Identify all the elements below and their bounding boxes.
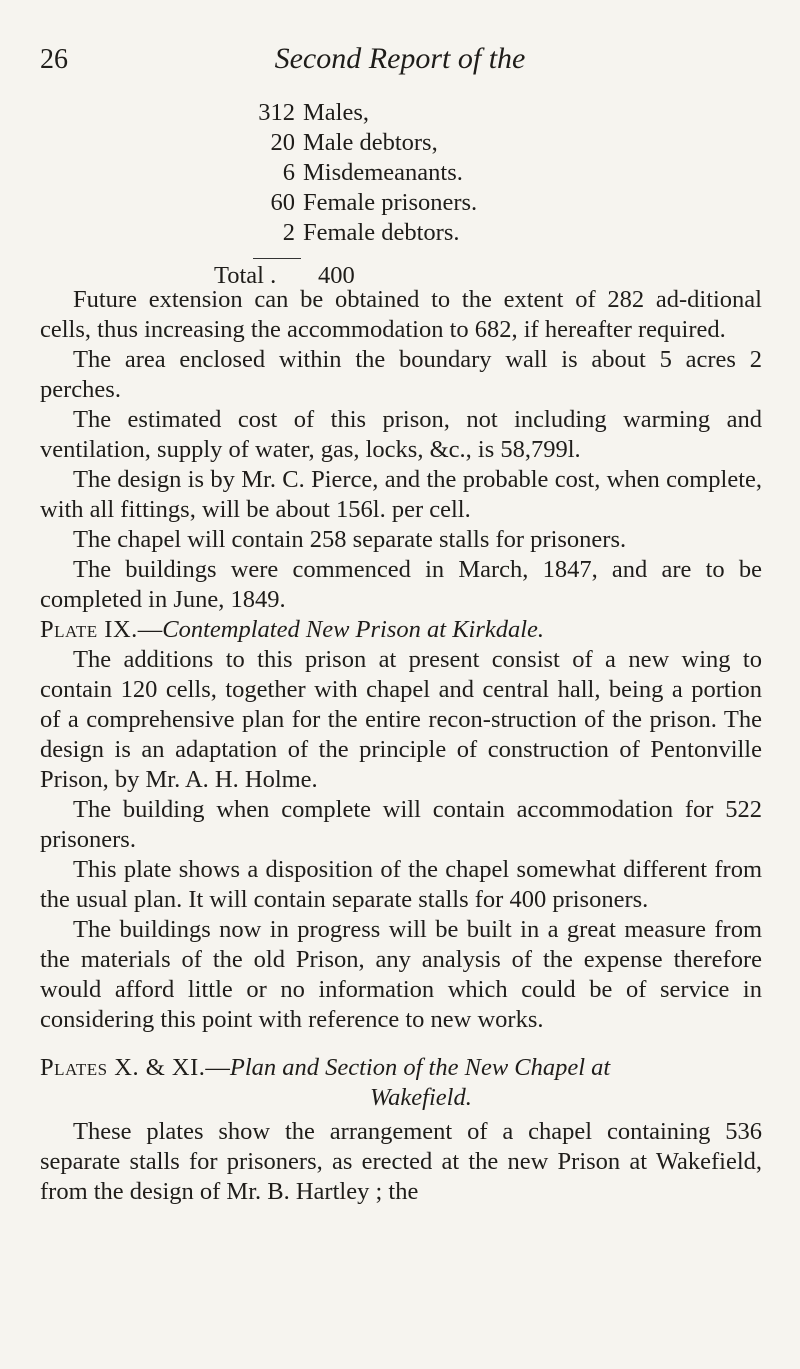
paragraph: The design is by Mr. C. Pierce, and the probable cost, when complete, with all fittings, will be about 156l. per cell.: [40, 466, 762, 523]
paragraph: The additions to this prison at present consist of a new wing to contain 120 cells, together with chapel and central hall, being a portion of a comprehensive plan for the entire recon-struction of the prison. The design is an adaptation of the principle of construction of Pentonville Prison, by Mr. A. H. Holme.: [40, 646, 762, 793]
paragraph: The estimated cost of this prison, not including warming and ventilation, supply of water, gas, locks, &c., is 58,799l.: [40, 406, 762, 463]
heading-dash: —: [205, 1054, 230, 1081]
plates-label: Plates X. & XI.: [40, 1054, 206, 1081]
paragraph: Future extension can be obtained to the extent of 282 ad-ditional cells, thus increasing the accommodation to 682, if hereafter required.: [40, 286, 762, 343]
paragraph: The buildings were commenced in March, 1847, and are to be completed in June, 1849.: [40, 556, 762, 613]
page-number: 26: [40, 44, 68, 75]
heading-dash: —: [137, 616, 163, 643]
tally-count: 312: [258, 99, 295, 126]
body-text: [40, 285, 762, 1207]
tally-label: Female debtors.: [303, 219, 460, 246]
prisoner-tally: [205, 98, 477, 248]
tally-row: [205, 158, 477, 188]
tally-row: [205, 218, 477, 248]
paragraph: The area enclosed within the boundary wall is about 5 acres 2 perches.: [40, 346, 762, 403]
paragraph: The chapel will contain 258 separate stalls for prisoners.: [73, 526, 627, 553]
tally-row: [205, 98, 477, 128]
total-value: 400: [318, 262, 355, 289]
tally-count: 20: [270, 129, 295, 156]
paragraph: This plate shows a disposition of the chapel somewhat different from the usual plan. It will contain separate stalls for 400 prisoners.: [40, 856, 762, 913]
total-label: Total .: [214, 262, 277, 289]
paragraph: The building when complete will contain accommodation for 522 prisoners.: [40, 796, 762, 853]
plates-title-line1: Plan and Section of the New Chapel at: [229, 1054, 611, 1081]
sum-rule: [253, 258, 301, 259]
tally-label: Males,: [303, 99, 369, 126]
tally-label: Female prisoners.: [303, 189, 478, 216]
paragraph: These plates show the arrangement of a chapel containing 536 separate stalls for prisoners, as erected at the new Prison at Wakefield, from the design of Mr. B. Hartley ; the: [40, 1118, 762, 1205]
running-title: Second Report of the: [274, 42, 526, 75]
tally-count: 6: [282, 159, 295, 186]
tally-row: [205, 188, 477, 218]
tally-label: Misdemeanants.: [303, 159, 463, 186]
plates-heading-line1: [40, 1053, 762, 1083]
tally-row: [205, 128, 477, 158]
paragraph: The buildings now in progress will be built in a great measure from the materials of the old Prison, any analysis of the expense therefore would afford little or no information which could be of service in considering this point with reference to new works.: [40, 916, 762, 1033]
plate-title: Contemplated New Prison at Kirkdale.: [162, 616, 545, 643]
plate-heading: [40, 615, 762, 645]
plate-label: Plate IX.: [40, 616, 138, 643]
tally-count: 60: [270, 189, 295, 216]
tally-count: 2: [282, 219, 295, 246]
plates-heading: [40, 1053, 762, 1113]
page-header: [40, 44, 760, 84]
tally-label: Male debtors,: [303, 129, 438, 156]
plates-title-line2: Wakefield.: [370, 1084, 472, 1111]
